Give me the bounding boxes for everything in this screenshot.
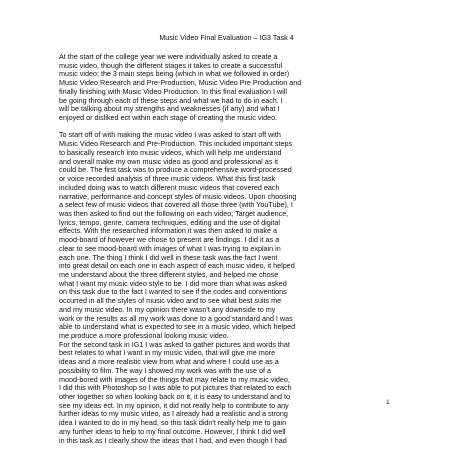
text-line: lyrics, tempo, genre, camera techniques, editing and the use of digital	[59, 217, 280, 227]
text-line: enjoyed or disliked ect within each stage of creating the music video.	[59, 113, 278, 123]
text-line: For the second task in IG1 I was asked to gather pictures and words that	[59, 339, 290, 349]
text-line: me understand about the three different styles, and helped me chose	[59, 269, 279, 279]
text-line: mood-board of however we chose to present are findings. I did it as a	[59, 235, 280, 245]
text-line: further ideas to my music video, as I already had a realistic and a strong	[59, 409, 288, 419]
text-line: I did this with Photoshop so I was able to put pictures that related to each	[59, 383, 292, 393]
text-line: into great detail on each one in each aspect of each music video, it helped	[59, 261, 295, 271]
text-line: be going through each of these steps and what we had to do in each. I	[59, 95, 283, 105]
text-line: or voice recorded analysis of three music videos. What this first task	[59, 174, 276, 184]
text-line: each one. The thing I think I did well in these task was the fact I went	[59, 252, 278, 262]
text-line: see my ideas ect. In my opinion, it did not really help to contribute to any	[59, 400, 289, 410]
text-line: At the start of the college year we were individually asked to create a	[59, 52, 278, 61]
text-line: was then asked to find out the following on each video; Target audience,	[59, 208, 289, 218]
text-line: possibility to film. The way I showed my work was with the use of a	[59, 365, 271, 375]
text-line: effects. With the researched information it was then asked to make a	[59, 226, 277, 236]
text-line: ideas and a more realistic view from what and where I could use as a	[59, 357, 279, 367]
text-line: included doing was to watch different music videos that covered each	[59, 182, 280, 192]
text-line: to basically research into music videos, which will help me understand	[59, 147, 282, 157]
text-line: finally finishing with Music Video Production. In this final evaluation I will	[59, 86, 287, 96]
document-title: Music Video Final Evaluation – IG3 Task 4	[159, 33, 294, 42]
text-line: and overall make my own music video as good and professional as it	[59, 156, 278, 166]
page-number: 1	[386, 399, 390, 406]
text-line: able to understand what is expected to see in a music video, which helped	[59, 322, 296, 332]
text-line: and my music video. In my opinion there wasn't any downside to my	[59, 304, 276, 314]
text-line: work or the results as all my work was done to a good standard and I was	[59, 313, 293, 323]
text-line: could be. The first task was to produce a comprehensive word-processed	[59, 165, 292, 175]
text-line: in this task as I clearly show the ideas that I had, and even though I had	[59, 435, 287, 445]
text-line: music video; the 3 main steps being (which in what we followed in order)	[59, 69, 290, 79]
text-line: a select few of music videos that covered all those three (with YouTube), I	[59, 200, 293, 210]
text-line: me produce a more professional looking music video.	[59, 331, 229, 340]
text-line: clear to see mood-board with images of what I was trying to explain in	[59, 243, 281, 253]
text-line: mood-bored with images of the things that may relate to my music video,	[59, 374, 290, 384]
text-line: idea I wanted to do in my head, so this task didn't really help me to gain	[59, 418, 287, 428]
text-line: what I want my music video style to be. I did more than what was asked	[59, 278, 287, 288]
text-line: other together so when looking back on it, it is easy to understand and to	[59, 392, 290, 402]
text-line: any further ideas to help to my final outcome. However, I think I did well	[59, 426, 286, 436]
text-line: occurred in all the styles of music video and to see what best suits me	[59, 296, 282, 306]
text-line: music video, though the different stages it takes to create a successful	[59, 60, 283, 70]
paragraph-research	[59, 131, 409, 445]
text-line: will be talking about my strengths and weaknesses (if any) and what I	[59, 104, 280, 114]
text-line: best relates to what I want in my music video, that will give me more	[59, 348, 276, 358]
text-line: To start off of with making the music video I was asked to start off with	[59, 130, 281, 140]
paragraph-intro	[59, 53, 409, 123]
text-line: Music Video Research and Pre-Production, Music Video Pre Production and	[59, 78, 302, 88]
text-line: on this task due to the fact I wanted to see if the codes and conventions	[59, 287, 287, 297]
text-line: narrative, performance and concept styles of music videos. Upon choosing	[59, 191, 297, 201]
document-body	[59, 53, 409, 445]
text-line: Music Video Research and Pre-Production. This included important steps	[59, 139, 293, 149]
